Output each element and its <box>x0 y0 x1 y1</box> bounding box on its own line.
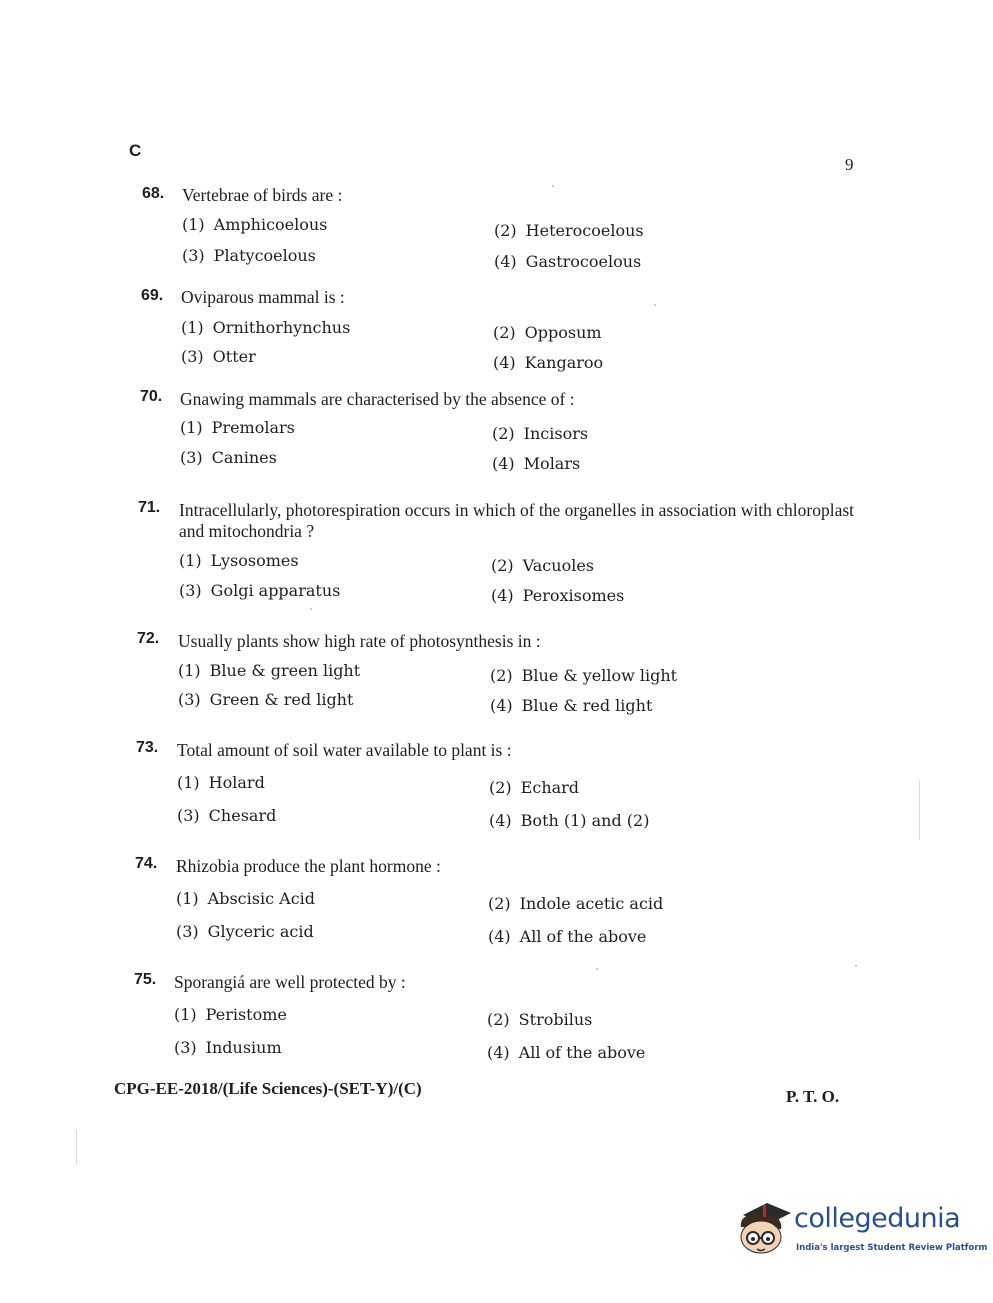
option-4: (4) Both (1) and (2) <box>489 811 650 830</box>
question-text: Intracellularly, photorespiration occurs in which of the organelles in association with chloroplast and mitochondria ? <box>179 500 855 541</box>
question-text: Total amount of soil water available to plant is : <box>177 740 512 760</box>
option-3: (3) Green & red light <box>178 690 354 709</box>
question-text: Oviparous mammal is : <box>181 287 345 307</box>
option-2: (2) Incisors <box>492 424 589 443</box>
question-number: 70. <box>140 388 163 405</box>
brand-tagline: India's largest Student Review Platform <box>796 1243 988 1253</box>
question-number: 68. <box>142 185 165 202</box>
question-number: 72. <box>137 630 160 647</box>
option-1: (1) Ornithorhynchus <box>181 318 351 337</box>
option-1: (1) Lysosomes <box>179 551 299 570</box>
paper-code: CPG-EE-2018/(Life Sciences)-(SET-Y)/(C) <box>114 1079 422 1098</box>
option-2: (2) Opposum <box>493 323 602 342</box>
scan-line <box>919 780 920 840</box>
set-letter: C <box>129 141 142 160</box>
option-1: (1) Peristome <box>174 1005 287 1024</box>
option-2: (2) Blue & yellow light <box>490 666 678 685</box>
scan-speck <box>310 608 312 610</box>
option-4: (4) Blue & red light <box>490 696 653 715</box>
collegedunia-logo <box>733 1197 988 1267</box>
option-1: (1) Holard <box>177 773 265 792</box>
question-text: Sporangiá are well protected by : <box>174 972 406 992</box>
option-2: (2) Strobilus <box>487 1010 593 1029</box>
option-3: (3) Indusium <box>174 1038 282 1057</box>
option-4: (4) Kangaroo <box>493 353 604 372</box>
option-4: (4) Peroxisomes <box>491 586 625 605</box>
option-3: (3) Platycoelous <box>182 246 316 265</box>
option-1: (1) Premolars <box>180 418 295 437</box>
option-2: (2) Vacuoles <box>491 556 594 575</box>
option-3: (3) Glyceric acid <box>176 922 314 941</box>
option-3: (3) Chesard <box>177 806 277 825</box>
question-text: Gnawing mammals are characterised by the absence of : <box>180 389 575 409</box>
scan-speck <box>855 965 857 967</box>
page-number: 9 <box>845 155 854 174</box>
question-number: 69. <box>141 287 164 304</box>
scan-speck <box>596 968 598 970</box>
question-number: 75. <box>134 971 157 988</box>
pto-label: P. T. O. <box>786 1087 840 1106</box>
brand-name: collegedunia <box>794 1203 961 1234</box>
scan-line <box>76 1130 77 1165</box>
option-4: (4) All of the above <box>488 927 647 946</box>
option-1: (1) Blue & green light <box>178 661 361 680</box>
option-4: (4) Molars <box>492 454 581 473</box>
option-3: (3) Canines <box>180 448 277 467</box>
option-4: (4) All of the above <box>487 1043 646 1062</box>
option-2: (2) Echard <box>489 778 580 797</box>
scan-speck <box>552 185 554 187</box>
question-number: 74. <box>135 855 158 872</box>
option-3: (3) Otter <box>181 347 256 366</box>
option-2: (2) Heterocoelous <box>494 221 644 240</box>
question-text: Vertebrae of birds are : <box>182 185 343 205</box>
option-3: (3) Golgi apparatus <box>179 581 341 600</box>
question-number: 71. <box>138 499 161 516</box>
option-4: (4) Gastrocoelous <box>494 252 642 271</box>
option-2: (2) Indole acetic acid <box>488 894 664 913</box>
question-text: Rhizobia produce the plant hormone : <box>176 856 441 876</box>
option-1: (1) Amphicoelous <box>182 215 328 234</box>
option-1: (1) Abscisic Acid <box>176 889 316 908</box>
scan-speck <box>654 304 656 306</box>
mascot-icon <box>733 1197 795 1265</box>
question-text: Usually plants show high rate of photosynthesis in : <box>178 631 541 651</box>
question-number: 73. <box>136 739 159 756</box>
